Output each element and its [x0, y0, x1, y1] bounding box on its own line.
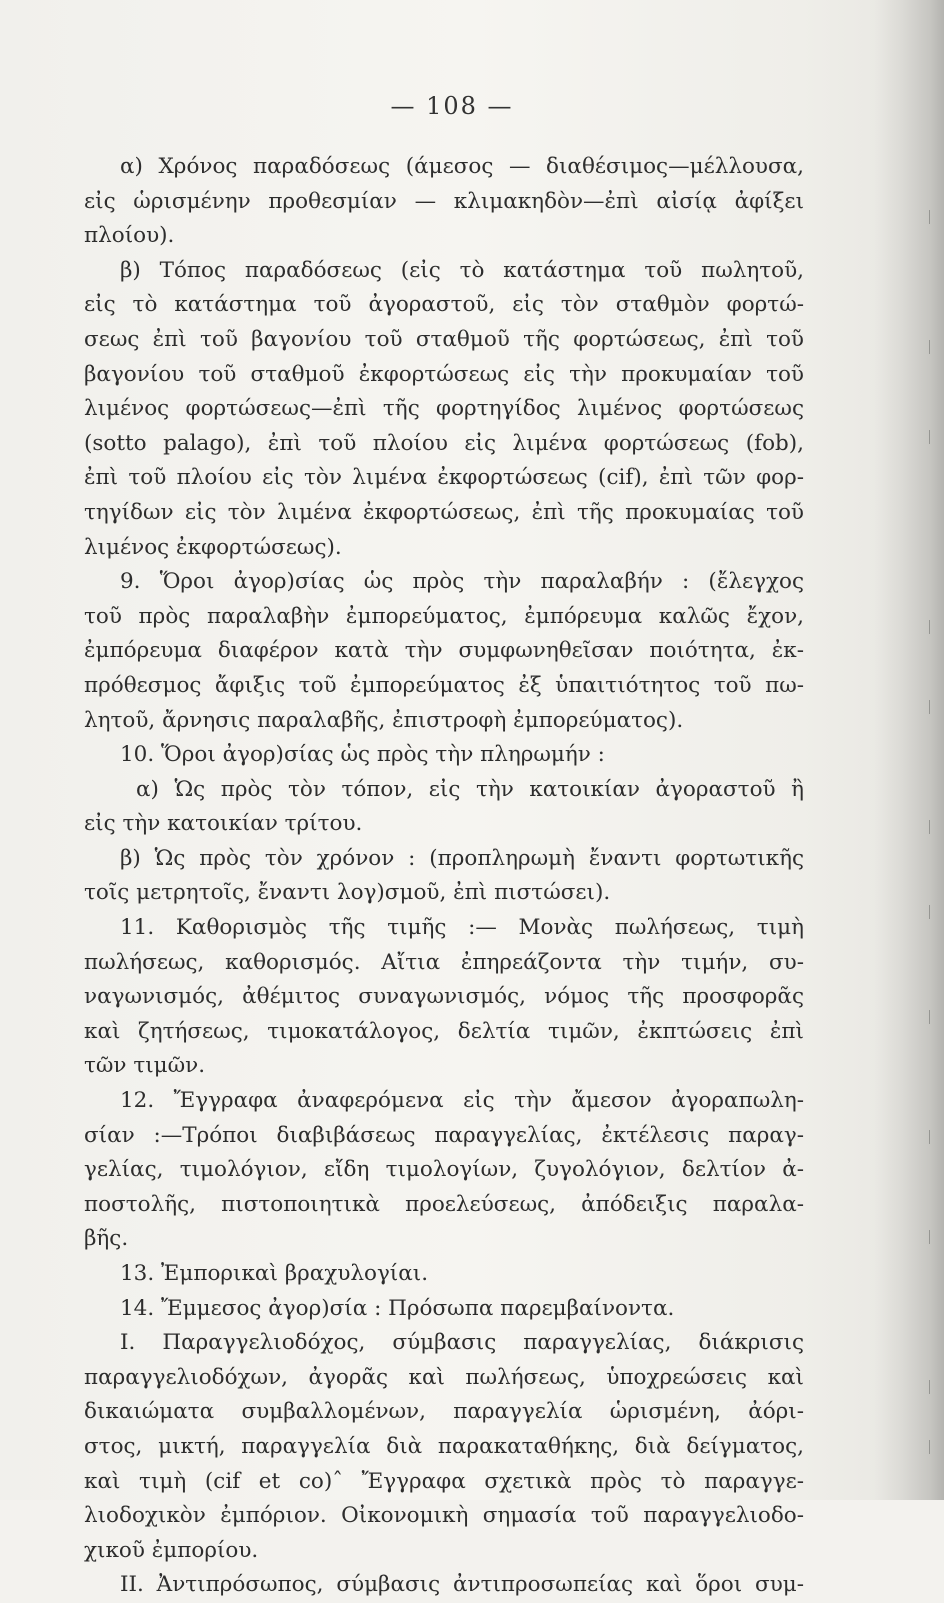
body-text: [84, 150, 804, 1603]
text-line: πρόθεσμος ἄφιξις τοῦ ἐμπορεύματος ἐξ ὑπαιτιότητος τοῦ πω-: [84, 672, 804, 698]
text-line: ἐπὶ τοῦ πλοίου εἰς τὸν λιμένα ἐκφορτώσεως (cif), ἐπὶ τῶν φορ-: [84, 465, 804, 491]
text-line: γελίας, τιμολόγιον, εἴδη τιμολογίων, ζυγολόγιον, δελτίον ἀ-: [84, 1157, 804, 1183]
text-line: α) Χρόνος παραδόσεως (άμεσος — διαθέσιμος—μέλλουσα,: [120, 154, 804, 179]
bleed-mark: [929, 1380, 938, 1394]
text-line: σεως ἐπὶ τοῦ βαγονίου τοῦ σταθμοῦ τῆς φορτώσεως, ἐπὶ τοῦ: [84, 326, 804, 352]
bleed-mark: [929, 1230, 938, 1244]
text-line: ποστολῆς, πιστοποιητικὰ προελεύσεως, ἀπόδειξις παραλα-: [84, 1191, 804, 1217]
text-line: ναγωνισμός, ἀθέμιτος συναγωνισμός, νόμος τῆς προσφορᾶς: [84, 984, 804, 1010]
bleed-mark: [929, 1440, 938, 1454]
text-line: λιμένος ἐκφορτώσεως).: [84, 534, 342, 560]
text-line: πλοίου).: [84, 223, 175, 249]
text-line: δικαιώματα συμβαλλομένων, παραγγελία ὡρισμένη, ἀόρι-: [84, 1399, 804, 1425]
text-line: χικοῦ ἐμπορίου.: [84, 1537, 259, 1563]
text-line: ἐμπόρευμα διαφέρον κατὰ τὴν συμφωνηθεῖσαν ποιότητα, ἐκ-: [84, 638, 804, 664]
bleed-mark: [929, 210, 938, 224]
text-line: ΙΙ. Ἀντιπρόσωπος, σύμβασις ἀντιπροσωπείας καὶ ὅροι συμ-: [120, 1572, 804, 1598]
text-line: βαγονίου τοῦ σταθμοῦ ἐκφορτώσεως εἰς τὴν προκυμαίαν τοῦ: [84, 361, 804, 387]
text-line: βῆς.: [84, 1226, 129, 1252]
text-line: λιοδοχικὸν ἐμπόριον. Οἰκονομικὴ σημασία τοῦ παραγγελιοδο-: [84, 1503, 804, 1529]
bleed-mark: [929, 620, 938, 634]
text-line: 9. Ὅροι ἀγορ)σίας ὡς πρὸς τὴν παραλαβήν : (ἔλεγχος: [120, 569, 804, 595]
text-line: Ι. Παραγγελιοδόχος, σύμβασις παραγγελίας, διάκρισις: [120, 1330, 804, 1356]
text-line: 12. Ἔγγραφα ἀναφερόμενα εἰς τὴν ἄμεσον ἀγοραπωλη-: [120, 1088, 804, 1114]
text-line: β) Ὡς πρὸς τὸν χρόνον : (προπληρωμὴ ἔναντι φορτωτικῆς: [120, 845, 804, 871]
text-line: 10. Ὅροι ἀγορ)σίας ὡς πρὸς τὴν πληρωμήν :: [120, 742, 605, 768]
text-line: εἰς τὸ κατάστημα τοῦ ἀγοραστοῦ, εἰς τὸν σταθμὸν φορτώ-: [84, 292, 804, 318]
text-line: στος, μικτή, παραγγελία διὰ παρακαταθήκης, διὰ δείγματος,: [84, 1433, 804, 1459]
text-line: παραγγελιοδόχων, ἀγορᾶς καὶ πωλήσεως, ὑποχρεώσεις καὶ: [84, 1364, 804, 1390]
text-line: εἰς τὴν κατοικίαν τρίτου.: [84, 811, 363, 837]
text-line: εἰς ὡρισμένην προθεσμίαν — κλιμακηδὸν—ἐπὶ αἰσίᾳ ἀφίξει: [84, 188, 804, 214]
text-line: τῶν τιμῶν.: [84, 1053, 206, 1079]
text-line: 11. Καθορισμὸς τῆς τιμῆς :— Μονὰς πωλήσεως, τιμὴ: [120, 915, 804, 941]
bleed-through-marks: [904, 0, 944, 1500]
text-line: πωλήσεως, καθορισμός. Αἴτια ἐπηρεάζοντα τὴν τιμήν, συ-: [84, 949, 804, 975]
bleed-mark: [929, 1010, 938, 1024]
text-line: (sotto palago), ἐπὶ τοῦ πλοίου εἰς λιμένα φορτώσεως (fob),: [84, 430, 804, 456]
bleed-mark: [929, 700, 938, 714]
page-number: — 108 —: [390, 92, 514, 120]
text-line: 14. Ἔμμεσος ἀγορ)σία : Πρόσωπα παρεμβαίνοντα.: [120, 1295, 675, 1321]
text-line: α) Ὡς πρὸς τὸν τόπον, εἰς τὴν κατοικίαν ἀγοραστοῦ ἢ: [136, 776, 804, 802]
text-line: τοῦ πρὸς παραλαβὴν ἐμπορεύματος, ἐμπόρευμα καλῶς ἔχον,: [84, 603, 804, 629]
text-line: καὶ τιμὴ (cif et co)ˆ Ἔγγραφα σχετικὰ πρὸς τὸ παραγγε-: [84, 1468, 804, 1494]
text-line: τηγίδων εἰς τὸν λιμένα ἐκφορτώσεως, ἐπὶ τῆς προκυμαίας τοῦ: [84, 499, 804, 525]
bleed-mark: [929, 430, 938, 444]
text-line: λητοῦ, ἄρνησις παραλαβῆς, ἐπιστροφὴ ἐμπορεύματος).: [84, 707, 684, 733]
text-line: 13. Ἐμπορικαὶ βραχυλογίαι.: [120, 1261, 429, 1286]
text-line: καὶ ζητήσεως, τιμοκατάλογος, δελτία τιμῶν, ἐκπτώσεις ἐπὶ: [84, 1018, 804, 1044]
bleed-mark: [929, 820, 938, 834]
bleed-mark: [929, 340, 938, 354]
text-line: σίαν :—Τρόποι διαβιβάσεως παραγγελίας, ἐκτέλεσις παραγ-: [84, 1122, 804, 1148]
text-line: β) Τόπος παραδόσεως (εἰς τὸ κατάστημα τοῦ πωλητοῦ,: [120, 257, 804, 283]
bleed-mark: [929, 1130, 938, 1144]
text-line: λιμένος φορτώσεως—ἐπὶ τῆς φορτηγίδος λιμένος φορτώσεως: [84, 396, 804, 422]
text-line: τοῖς μετρητοῖς, ἔναντι λογ)σμοῦ, ἐπὶ πιστώσει).: [84, 880, 611, 906]
bleed-mark: [929, 905, 938, 919]
